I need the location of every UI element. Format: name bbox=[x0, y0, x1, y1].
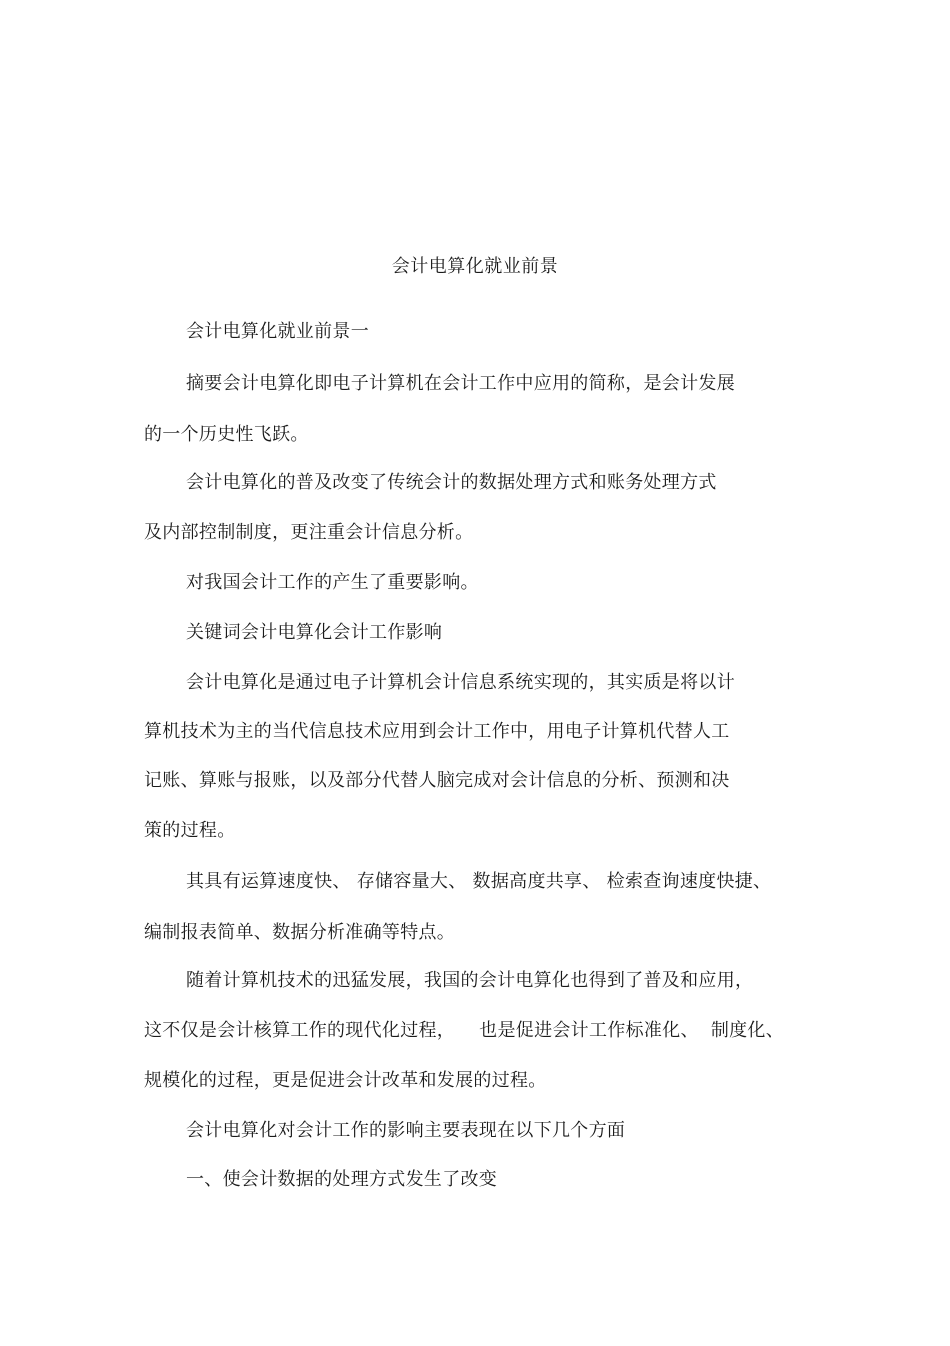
paragraph-line: 算机技术为主的当代信息技术应用到会计工作中，用电子计算机代替人工 bbox=[144, 721, 730, 742]
section-heading: 会计电算化就业前景一 bbox=[186, 321, 369, 342]
paragraph-line: 摘要会计电算化即电子计算机在会计工作中应用的简称，是会计发展 bbox=[186, 373, 735, 394]
paragraph-line: 记账、算账与报账，以及部分代替人脑完成对会计信息的分析、预测和决 bbox=[144, 770, 730, 791]
paragraph-line: 其具有运算速度快、 存储容量大、 数据高度共享、 检索查询速度快捷、 bbox=[186, 871, 772, 892]
paragraph-line: 对我国会计工作的产生了重要影响。 bbox=[186, 572, 479, 593]
paragraph-line: 的一个历史性飞跃。 bbox=[144, 424, 309, 445]
document-title: 会计电算化就业前景 bbox=[391, 256, 559, 277]
paragraph-line: 会计电算化的普及改变了传统会计的数据处理方式和账务处理方式 bbox=[186, 472, 717, 493]
paragraph-line: 策的过程。 bbox=[144, 820, 236, 841]
keywords-line: 关键词会计电算化会计工作影响 bbox=[186, 622, 443, 643]
section-heading: 一、使会计数据的处理方式发生了改变 bbox=[186, 1169, 498, 1190]
paragraph-line: 编制报表简单、数据分析准确等特点。 bbox=[144, 922, 456, 943]
paragraph-line: 会计电算化对会计工作的影响主要表现在以下几个方面 bbox=[186, 1120, 626, 1141]
paragraph-line: 随着计算机技术的迅猛发展，我国的会计电算化也得到了普及和应用， bbox=[186, 970, 754, 991]
paragraph-line: 及内部控制制度，更注重会计信息分析。 bbox=[144, 522, 474, 543]
paragraph-line: 规模化的过程，更是促进会计改革和发展的过程。 bbox=[144, 1070, 547, 1091]
paragraph-line: 会计电算化是通过电子计算机会计信息系统实现的，其实质是将以计 bbox=[186, 672, 735, 693]
paragraph-line: 这不仅是会计核算工作的现代化过程， 也是促进会计工作标准化、 制度化、 bbox=[144, 1020, 785, 1041]
